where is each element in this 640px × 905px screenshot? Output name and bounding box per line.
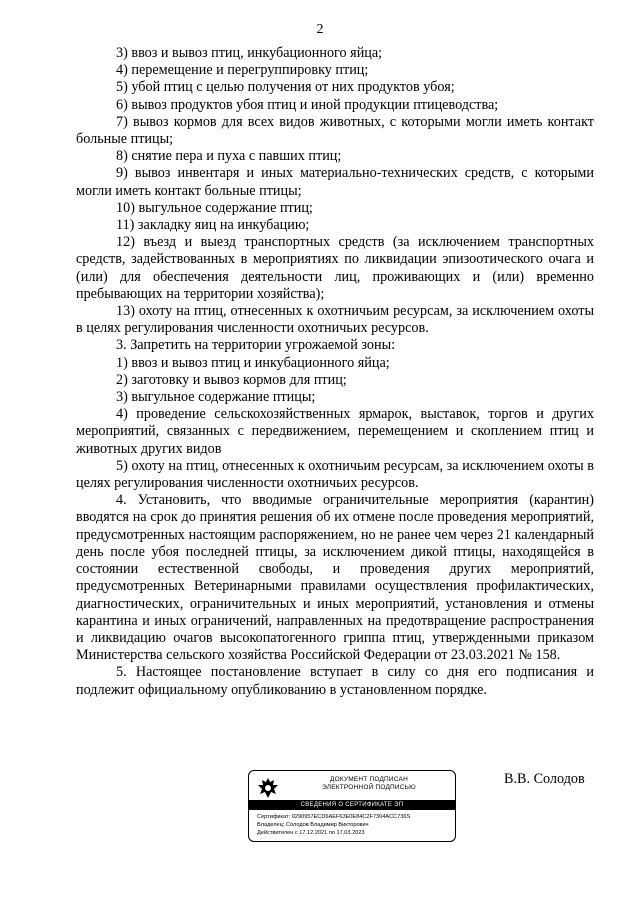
paragraph: 3) выгульное содержание птицы; [116,389,316,406]
paragraph: 9) вывоз инвентаря и иных материально-технических средств, с которыми могли иметь контакт больные птицы; [76,165,594,199]
paragraph: 2) заготовку и вывоз кормов для птиц; [116,371,347,388]
paragraph: 5) убой птиц с целью получения от них продуктов убоя; [116,79,455,96]
paragraph: 4) проведение сельскохозяйственных ярмарок, выставок, торгов и других мероприятий, связанных с передвижением, перемещением и скоплением птиц и животных других видов [76,406,594,457]
paragraph: 11) закладку яиц на инкубацию; [116,217,310,234]
paragraph: 4) перемещение и перегруппировку птиц; [116,62,369,79]
paragraph: 1) ввоз и вывоз птиц и инкубационного яйца; [116,354,390,371]
electronic-signature-stamp [248,770,456,842]
paragraph: 3) ввоз и вывоз птиц, инкубационного яйца; [116,45,383,61]
stamp-title [285,776,453,792]
signer-name: В.В. Солодов [504,771,585,787]
page-number: 2 [316,22,324,37]
stamp-title-line1: ДОКУМЕНТ ПОДПИСАН [330,776,408,783]
paragraph: 8) снятие пера и пуха с павших птиц; [116,148,342,165]
paragraph: 5) охоту на птиц, отнесенных к охотничьим ресурсам, за исключением охоты в целях регулирования численности охотничьих ресурсов. [76,457,594,492]
paragraph: 5. Настоящее постановление вступает в силу со дня его подписания и подлежит официальному опубликованию в установленном порядке. [76,664,594,698]
stamp-owner: Владелец: Солодов Владимир Викторович [257,822,369,828]
paragraph: 10) выгульное содержание птиц; [116,199,313,216]
document-body [76,45,594,699]
paragraph: 7) вывоз кормов для всех видов животных, с которыми могли иметь контакт больные птицы; [76,113,594,148]
stamp-certificate-bar: СВЕДЕНИЯ О СЕРТИФИКАТЕ ЭП [249,800,455,810]
stamp-validity: Действителен с 17.12.2021 по 17.03.2023 [257,830,365,836]
paragraph: 4. Установить, что вводимые ограничительные мероприятия (карантин) вводятся на срок до принятия решения об их отмене после проведения мероприятий, предусмотренных настоящим распоряжением, но не ранее чем через 21 календарный день после убоя последней птицы, за исключением дикой птицы, находящейся в состоянии естественной свободы, и проведения других мероприятий, предусмотренных Ветеринарными правилами осуществления профилактических, диагностических, ограничительных и иных мероприятий, установления и отмены карантина и иных ограничений, направленных на предотвращение распространения и ликвидацию очагов высокопатогенного гриппа птиц, утвержденными приказом Министерства сельского хозяйства Российской Федерации от 23.03.2021 № 158. [76,492,594,664]
coat-of-arms-icon [255,776,281,800]
stamp-details [257,813,451,837]
paragraph: 13) охоту на птиц, отнесенных к охотничьим ресурсам, за исключением охоты в целях регулирования численности охотничьих ресурсов. [76,303,594,337]
paragraph: 12) въезд и выезд транспортных средств (за исключением транспортных средств, задействованных в мероприятиях по ликвидации эпизоотического очага и (или) для обеспечения деятельности лиц, проживающих и (или) временно пребывающих на территории хозяйства); [76,234,594,302]
section-heading: 3. Запретить на территории угрожаемой зоны: [116,337,396,354]
stamp-certificate: Сертификат: 0290957ECD6AEF63E0E84C2F7304ACC736S [257,814,411,820]
paragraph: 6) вывоз продуктов убоя птиц и иной продукции птицеводства; [116,96,499,113]
stamp-title-line2: ЭЛЕКТРОННОЙ ПОДПИСЬЮ [322,784,416,791]
